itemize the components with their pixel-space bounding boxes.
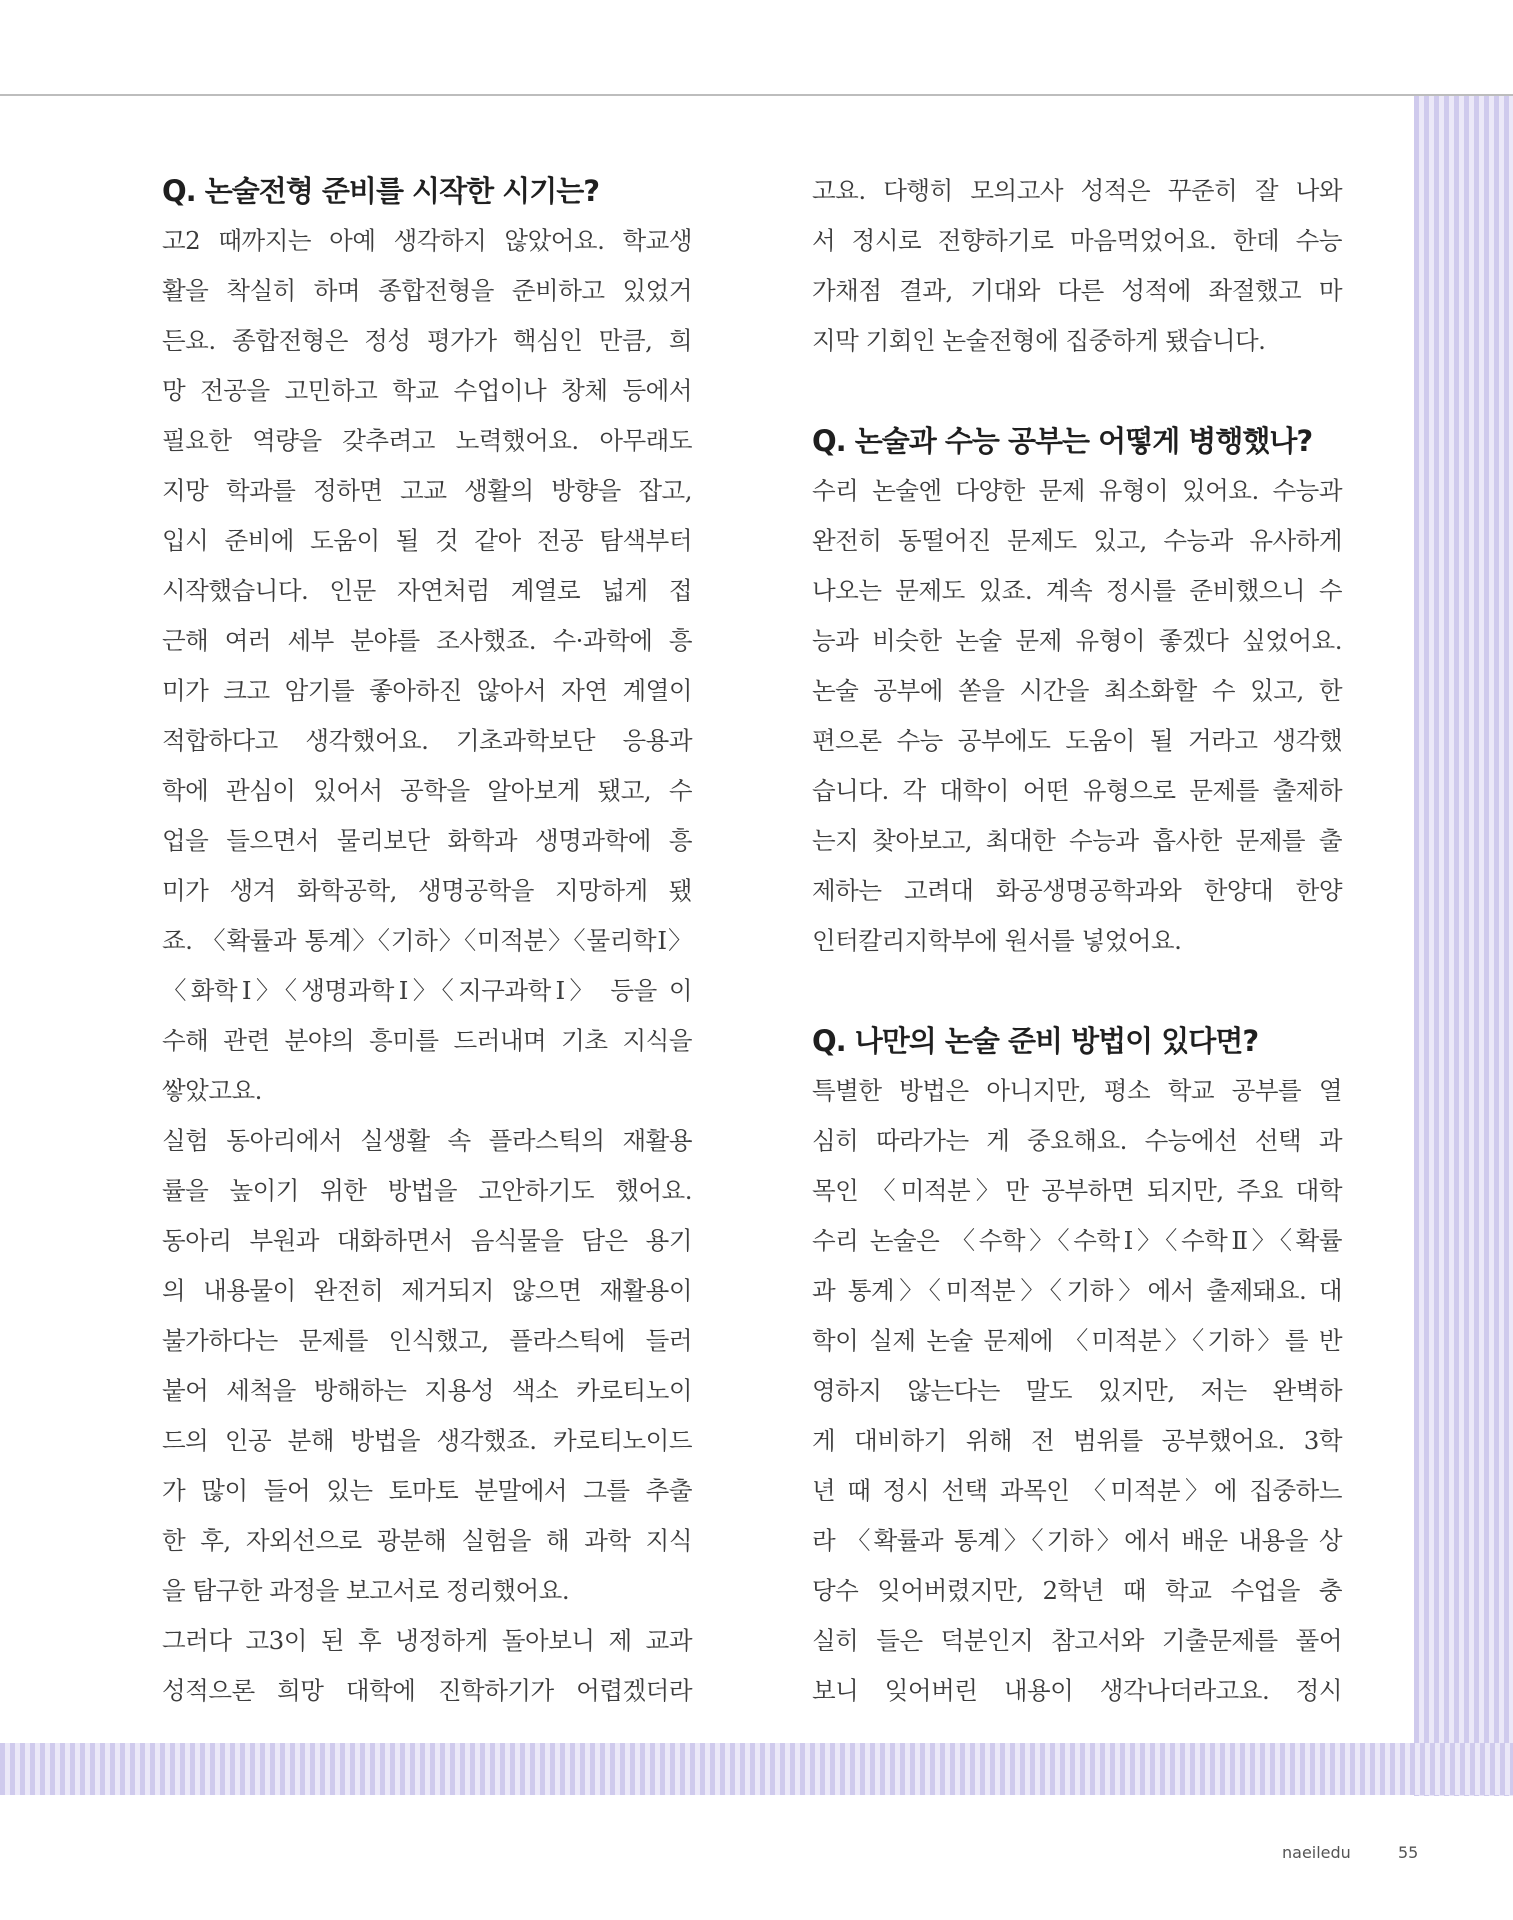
text-line: 수리 논술은 〈수학〉〈수학Ⅰ〉〈수학Ⅱ〉〈확률 — [812, 1226, 1342, 1255]
text-line: 을 탐구한 과정을 보고서로 정리했어요. — [162, 1576, 570, 1605]
text-line: 습니다. 각 대학이 어떤 유형으로 문제를 출제하 — [812, 776, 1342, 805]
text-line: 성적으론 희망 대학에 진학하기가 어렵겠더라 — [162, 1676, 692, 1705]
text-line: 적합하다고 생각했어요. 기초과학보단 응용과 — [162, 726, 692, 755]
text-line: 당수 잊어버렸지만, 2학년 때 학교 수업을 충 — [812, 1576, 1342, 1605]
text-line: 가 많이 들어 있는 토마토 분말에서 그를 추출 — [162, 1476, 692, 1505]
text-line: 게 대비하기 위해 전 범위를 공부했어요. 3학 — [812, 1426, 1342, 1455]
text-line: 동아리 부원과 대화하면서 음식물을 담은 용기 — [162, 1226, 692, 1255]
text-line: 업을 들으면서 물리보단 화학과 생명과학에 흥 — [162, 826, 692, 855]
text-line: 편으론 수능 공부에도 도움이 될 거라고 생각했 — [812, 726, 1342, 755]
right-intro-body — [812, 166, 1342, 366]
section-method-body — [812, 1066, 1342, 1716]
page-number: 55 — [1398, 1843, 1419, 1862]
text-line: 활을 착실히 하며 종합전형을 준비하고 있었거 — [162, 276, 692, 305]
section-heading-study: Q. 논술과 수능 공부는 어떻게 병행했나? — [812, 424, 1313, 458]
text-line: 의 내용물이 완전히 제거되지 않으면 재활용이 — [162, 1276, 692, 1305]
text-line: 영하지 않는다는 말도 있지만, 저는 완벽하 — [812, 1376, 1342, 1405]
left-column — [162, 166, 692, 1716]
text-line: 지망 학과를 정하면 고교 생활의 방향을 잡고, — [162, 476, 692, 505]
text-line: 쌓았고요. — [162, 1076, 262, 1105]
text-line: 〈화학Ⅰ〉〈생명과학Ⅰ〉〈지구과학Ⅰ〉 등을 이 — [162, 976, 692, 1005]
text-line: 는지 찾아보고, 최대한 수능과 흡사한 문제를 출 — [812, 826, 1342, 855]
text-line: 률을 높이기 위한 방법을 고안하기도 했어요. — [162, 1176, 692, 1205]
text-line: 보니 잊어버린 내용이 생각나더라고요. 정시 — [812, 1676, 1342, 1705]
text-line: 능과 비슷한 논술 문제 유형이 좋겠다 싶었어요. — [812, 626, 1342, 655]
text-line: 붙어 세척을 방해하는 지용성 색소 카로티노이 — [162, 1376, 692, 1405]
text-line: 망 전공을 고민하고 학교 수업이나 창체 등에서 — [162, 376, 692, 405]
text-line: 학이 실제 논술 문제에 〈미적분〉〈기하〉를 반 — [812, 1326, 1342, 1355]
text-line: 지막 기회인 논술전형에 집중하게 됐습니다. — [812, 326, 1266, 355]
right-column — [812, 166, 1342, 1716]
text-line: 실히 들은 덕분인지 참고서와 기출문제를 풀어 — [812, 1626, 1342, 1655]
section-study-body — [812, 466, 1342, 966]
text-line: 드의 인공 분해 방법을 생각했죠. 카로티노이드 — [162, 1426, 692, 1455]
text-line: 실험 동아리에서 실생활 속 플라스틱의 재활용 — [162, 1126, 692, 1155]
text-line: 든요. 종합전형은 정성 평가가 핵심인 만큼, 희 — [162, 326, 692, 355]
decorative-stripe-bottom — [0, 1743, 1513, 1795]
text-line: 완전히 동떨어진 문제도 있고, 수능과 유사하게 — [812, 526, 1342, 555]
section-gap — [812, 366, 1342, 416]
text-line: 제하는 고려대 화공생명공학과와 한양대 한양 — [812, 876, 1342, 905]
text-line: 미가 생겨 화학공학, 생명공학을 지망하게 됐 — [162, 876, 692, 905]
text-line: 그러다 고3이 된 후 냉정하게 돌아보니 제 교과 — [162, 1626, 692, 1655]
text-line: 한 후, 자외선으로 광분해 실험을 해 과학 지식 — [162, 1526, 692, 1555]
text-line: 목인 〈미적분〉만 공부하면 되지만, 주요 대학 — [812, 1176, 1342, 1205]
text-line: 시작했습니다. 인문 자연처럼 계열로 넓게 접 — [162, 576, 692, 605]
text-line: 고2 때까지는 아예 생각하지 않았어요. 학교생 — [162, 226, 692, 255]
section-heading-start: Q. 논술전형 준비를 시작한 시기는? — [162, 174, 600, 208]
text-line: 과 통계〉〈미적분〉〈기하〉에서 출제돼요. 대 — [812, 1276, 1342, 1305]
decorative-stripe-right — [1414, 96, 1513, 1796]
left-body — [162, 216, 692, 1716]
text-line: 입시 준비에 도움이 될 것 같아 전공 탐색부터 — [162, 526, 692, 555]
text-line: 논술 공부에 쏟을 시간을 최소화할 수 있고, 한 — [812, 676, 1342, 705]
text-line: 수해 관련 분야의 흥미를 드러내며 기초 지식을 — [162, 1026, 692, 1055]
text-line: 가채점 결과, 기대와 다른 성적에 좌절했고 마 — [812, 276, 1342, 305]
text-line: 필요한 역량을 갖추려고 노력했어요. 아무래도 — [162, 426, 692, 455]
text-line: 라 〈확률과 통계〉〈기하〉에서 배운 내용을 상 — [812, 1526, 1342, 1555]
text-line: 년 때 정시 선택 과목인 〈미적분〉에 집중하느 — [812, 1476, 1342, 1505]
section-heading-method: Q. 나만의 논술 준비 방법이 있다면? — [812, 1024, 1259, 1058]
section-gap — [812, 966, 1342, 1016]
text-line: 서 정시로 전향하기로 마음먹었어요. 한데 수능 — [812, 226, 1342, 255]
text-line: 미가 크고 암기를 좋아하진 않아서 자연 계열이 — [162, 676, 692, 705]
text-line: 수리 논술엔 다양한 문제 유형이 있어요. 수능과 — [812, 476, 1342, 505]
text-line: 불가하다는 문제를 인식했고, 플라스틱에 들러 — [162, 1326, 692, 1355]
text-line: 인터칼리지학부에 원서를 넣었어요. — [812, 926, 1182, 955]
text-line: 특별한 방법은 아니지만, 평소 학교 공부를 열 — [812, 1076, 1342, 1105]
text-line: 심히 따라가는 게 중요해요. 수능에선 선택 과 — [812, 1126, 1342, 1155]
text-line: 학에 관심이 있어서 공학을 알아보게 됐고, 수 — [162, 776, 692, 805]
text-line: 고요. 다행히 모의고사 성적은 꾸준히 잘 나와 — [812, 176, 1342, 205]
text-line: 나오는 문제도 있죠. 계속 정시를 준비했으니 수 — [812, 576, 1342, 605]
text-line: 근해 여러 세부 분야를 조사했죠. 수·과학에 흥 — [162, 626, 692, 655]
footer-brand: naeiledu — [1282, 1843, 1351, 1862]
text-line: 죠. 〈확률과 통계〉〈기하〉〈미적분〉〈물리학Ⅰ〉 — [162, 926, 692, 955]
